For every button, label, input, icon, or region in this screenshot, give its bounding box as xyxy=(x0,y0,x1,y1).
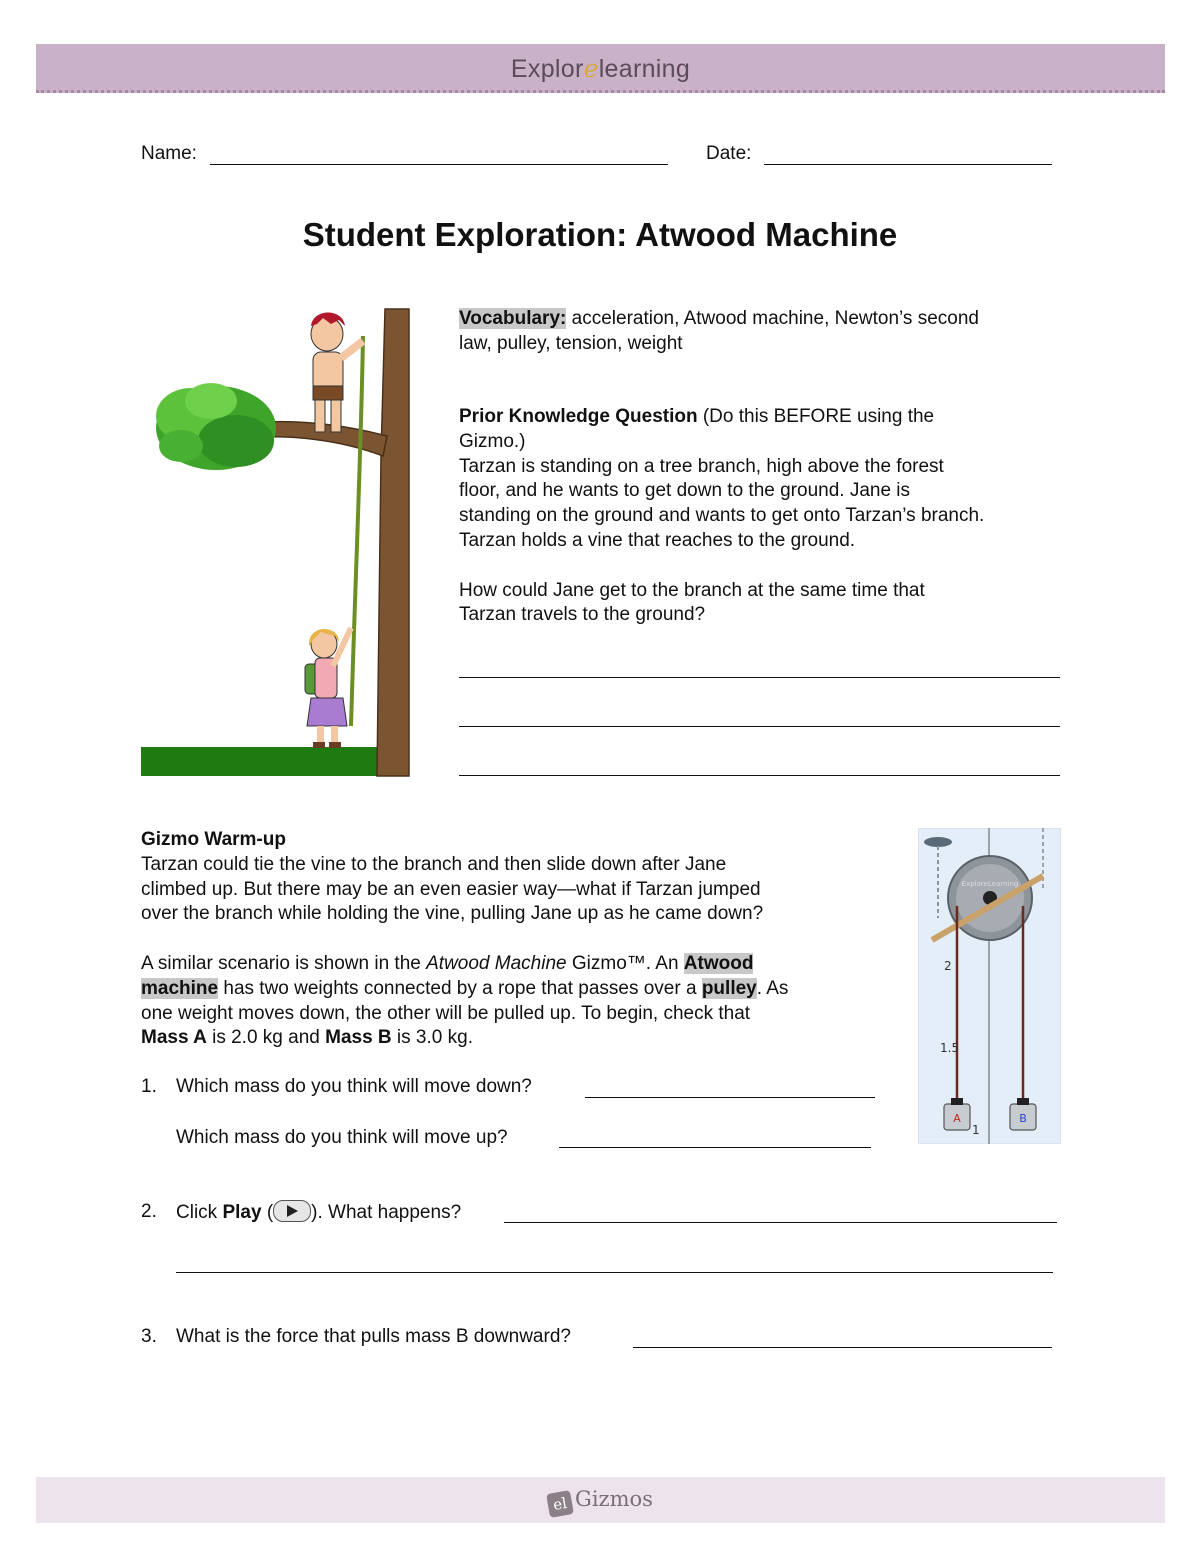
date-label: Date: xyxy=(706,143,752,164)
prior-knowledge-line: Tarzan is standing on a tree branch, high above the forest xyxy=(459,455,944,477)
tree-leaves xyxy=(156,383,276,470)
answer-line[interactable] xyxy=(459,677,1060,678)
question-2-number: 2. xyxy=(141,1201,157,1222)
svg-text:B: B xyxy=(1019,1112,1027,1125)
answer-line[interactable] xyxy=(459,775,1060,776)
warmup-line: climbed up. But there may be an even easier way—what if Tarzan jumped xyxy=(141,878,761,900)
scale-tick-label: 2 xyxy=(944,959,952,973)
prior-knowledge-note: (Do this BEFORE using the xyxy=(702,406,935,427)
prior-knowledge-line: standing on the ground and wants to get onto Tarzan’s branch. xyxy=(459,505,985,527)
vine xyxy=(351,336,363,726)
page-title: Student Exploration: Atwood Machine xyxy=(302,216,898,253)
explorelearning-logo: Explorelearning xyxy=(510,54,691,83)
footer-band xyxy=(36,1477,1165,1523)
tree-trunk xyxy=(377,309,409,776)
play-icon xyxy=(273,1200,311,1222)
prior-knowledge-question: How could Jane get to the branch at the same time that xyxy=(459,579,925,601)
question-3-answer[interactable] xyxy=(633,1347,1052,1348)
warmup-line: one weight moves down, the other will be pulled up. To begin, check that xyxy=(141,1002,751,1024)
prior-knowledge-question: Tarzan travels to the ground? xyxy=(459,604,706,626)
question-2: Click Play ( ). What happens? xyxy=(176,1202,462,1223)
question-3-number: 3. xyxy=(141,1326,157,1347)
warmup-line: machine has two weights connected by a rope that passes over a pulley. As xyxy=(141,977,789,999)
header-band xyxy=(36,44,1165,93)
prior-knowledge-note-2: Gizmo.) xyxy=(459,430,526,452)
pulley-label: ExploreLearning xyxy=(961,880,1019,888)
gizmos-logo: el Gizmos xyxy=(36,1487,1165,1516)
vocabulary-terms-2: law, pulley, tension, weight xyxy=(459,332,683,354)
jane-figure xyxy=(305,628,351,748)
name-label: Name: xyxy=(141,143,197,164)
atwood-gizmo-image xyxy=(918,828,1061,1144)
warmup-line: A similar scenario is shown in the Atwood Machine Gizmo™. An Atwood xyxy=(141,952,754,974)
vocabulary-section: Vocabulary: acceleration, Atwood machine, Newton’s second law, pulley, tension, weight xyxy=(459,307,1069,357)
question-1a-answer[interactable] xyxy=(585,1097,875,1098)
prior-knowledge-line: Tarzan holds a vine that reaches to the ground. xyxy=(459,529,856,551)
scale-tick-label: 1 xyxy=(972,1123,980,1137)
vocabulary-label: Vocabulary xyxy=(459,308,561,329)
gizmos-logo-mark: el xyxy=(546,1490,574,1518)
question-3: What is the force that pulls mass B downward? xyxy=(176,1326,571,1347)
prior-knowledge-heading: Prior Knowledge Question xyxy=(459,406,698,427)
vocabulary-terms: acceleration, Atwood machine, Newton’s second xyxy=(571,308,979,329)
ground xyxy=(141,747,409,776)
warmup-line: over the branch while holding the vine, pulling Jane up as he came down? xyxy=(141,903,764,925)
name-field[interactable] xyxy=(210,164,668,165)
warmup-section xyxy=(141,828,901,1051)
tarzan-figure xyxy=(311,313,363,433)
prior-knowledge-section xyxy=(459,405,1069,628)
question-2-answer-line-2[interactable] xyxy=(176,1272,1053,1273)
warmup-line: Mass A is 2.0 kg and Mass B is 3.0 kg. xyxy=(141,1027,473,1049)
prior-knowledge-line: floor, and he wants to get down to the ground. Jane is xyxy=(459,480,911,502)
question-1b-answer[interactable] xyxy=(559,1147,871,1148)
question-2-answer[interactable] xyxy=(504,1222,1057,1223)
answer-line[interactable] xyxy=(459,726,1060,727)
question-1b: Which mass do you think will move up? xyxy=(176,1127,508,1148)
date-field[interactable] xyxy=(764,164,1052,165)
warmup-line: Tarzan could tie the vine to the branch and then slide down after Jane xyxy=(141,853,727,875)
question-1-number: 1. xyxy=(141,1076,157,1097)
question-1a: Which mass do you think will move down? xyxy=(176,1076,532,1097)
warmup-heading: Gizmo Warm-up xyxy=(141,829,286,850)
svg-text:A: A xyxy=(953,1112,961,1125)
tarzan-jane-illustration xyxy=(141,306,413,778)
scale-tick-label: 1.5 xyxy=(940,1041,960,1055)
